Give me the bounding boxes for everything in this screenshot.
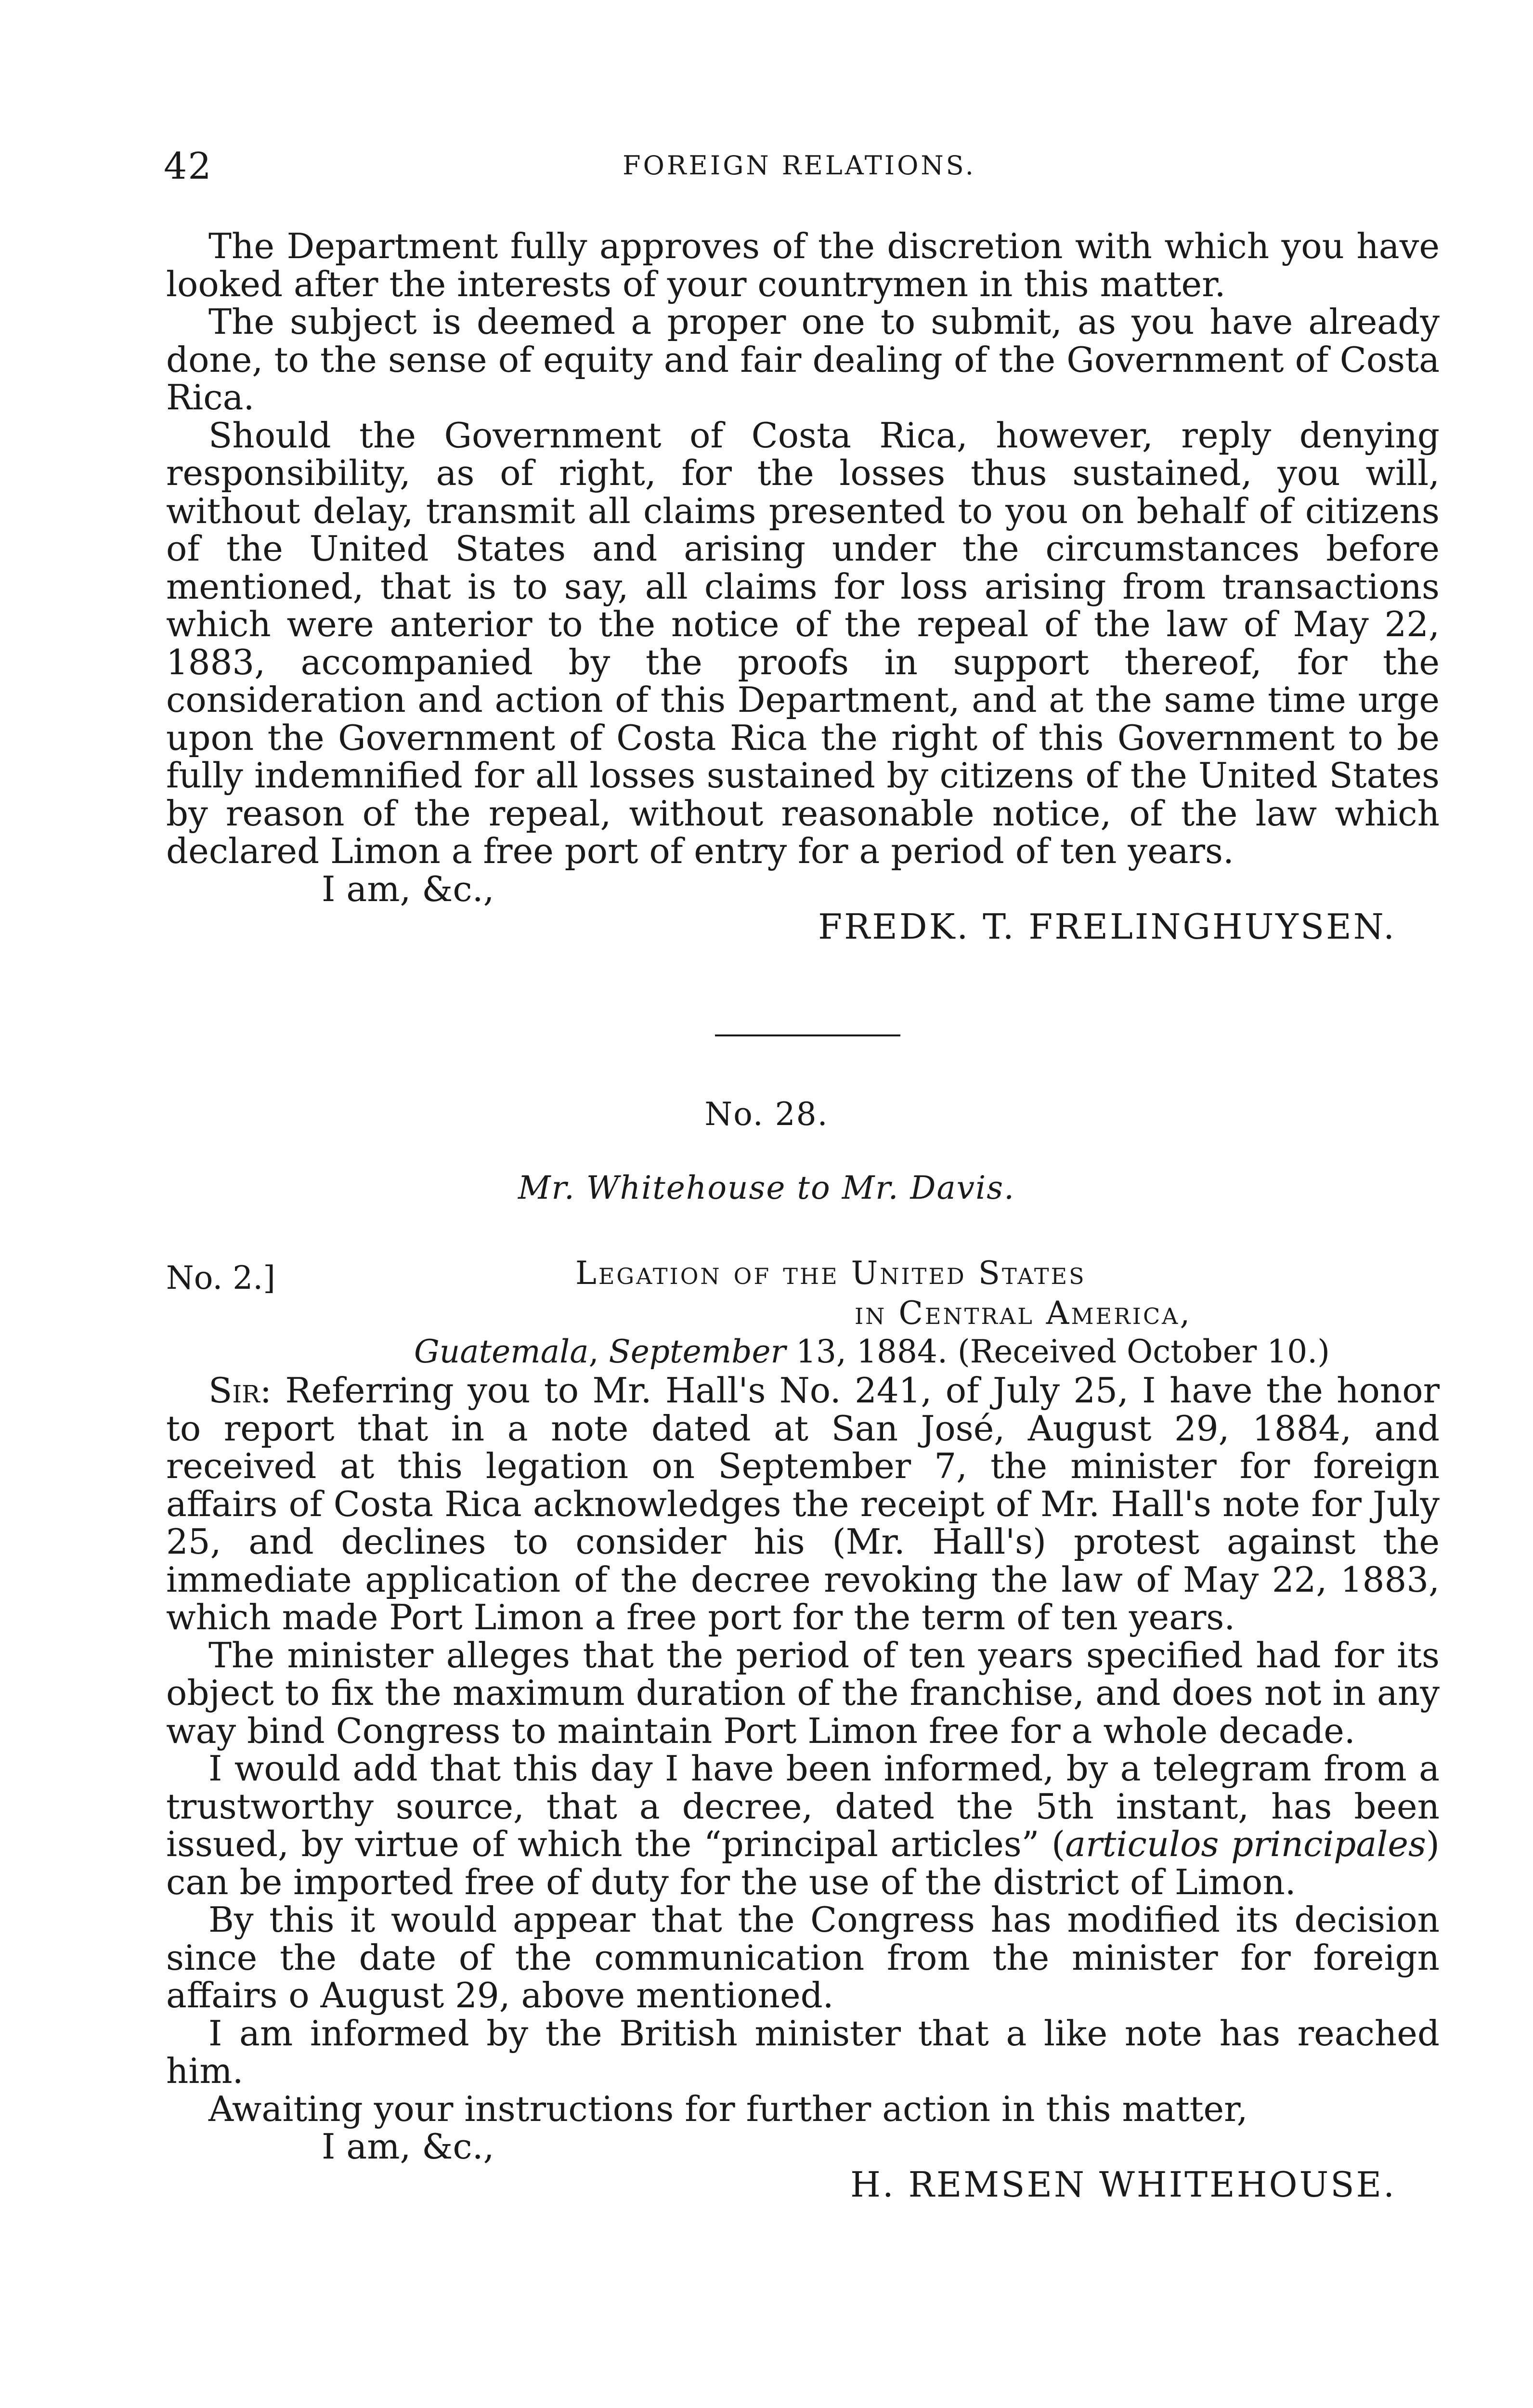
date-line: Guatemala, September 13, 1884. (Received October 10.)	[414, 1333, 1330, 1370]
paragraph: Should the Government of Costa Rica, however, reply denying responsibility, as of right, for the losses thus sustained, you will, without delay, transmit all claims presented to you on behalf of citizens of the United States and arising under the circumstances before mentioned, that is to say, all claims for loss arising from transactions which were anterior to the notice of the repeal of the law of May 22, 1883, accompanied by the proofs in support thereof, for the consideration and action of this Department, and at the same time urge upon the Government of Costa Rica the right of this Government to be fully indemnified for all losses sustained by citizens of the United States by reason of the repeal, without reasonable notice, of the law which declared Limon a free port of entry for a period of ten years.	[166, 415, 1440, 871]
letter-whitehouse	[166, 1372, 1440, 2203]
italic-term: articulos principales	[1065, 1824, 1426, 1864]
paragraph: The subject is deemed a proper one to submit, as you have already done, to the sense of equity and fair dealing of the Government of Costa Rica.	[166, 301, 1440, 418]
paragraph: I am informed by the British minister that a like note has reached him.	[166, 2013, 1440, 2091]
place: Guatemala	[414, 1333, 589, 1370]
document-number: No. 28.	[704, 1096, 829, 1133]
closing: I am, &c.,	[322, 868, 494, 909]
paragraph: I would add that this day I have been informed, by a telegram from a trustworthy source, that a decree, dated the 5th instant, has been issued, by virtue of which the “principal articles” (articulos principales) can be imported free of duty for the use of the district of Limon.	[166, 1748, 1440, 1902]
legation-line: Legation of the United States	[575, 1255, 1086, 1292]
section-divider	[715, 1034, 900, 1036]
month: September	[609, 1333, 786, 1370]
paragraph	[166, 1372, 1440, 1636]
closing: I am, &c.,	[322, 2126, 494, 2167]
paragraph-text: : Referring you to Mr. Hall's No. 241, of July 25, I have the honor to report that in a note dated at San José, August 29, 1884, and received at this legation on September 7, the minister for foreign affairs of Costa Rica acknowledges the receipt of Mr. Hall's note for July 25, and declines to consider his (Mr. Hall's) protest against the immediate application of the decree revoking the law of May 22, 1883, which made Port Limon a free port for the term of ten years.	[166, 1370, 1440, 1637]
legation-line: in Central America,	[855, 1295, 1192, 1332]
running-head: FOREIGN RELATIONS.	[623, 150, 976, 181]
letter-frelinghuysen	[166, 227, 1440, 946]
paragraph: The Department fully approves of the discretion with which you have looked after the interests of your countrymen in this matter.	[166, 226, 1440, 304]
document-title: Mr. Whitehouse to Mr. Davis.	[518, 1169, 1015, 1206]
dispatch-number: No. 2.]	[166, 1259, 276, 1296]
page-header	[164, 144, 1435, 193]
signature: H. REMSEN WHITEHOUSE.	[850, 2164, 1396, 2205]
paragraph: The minister alleges that the period of ten years specified had for its object to fix the maximum duration of the franchise, and does not in any way bind Congress to maintain Port Limon free for a whole decade.	[166, 1635, 1440, 1751]
paragraph: Awaiting your instructions for further action in this matter,	[208, 2088, 1248, 2129]
signature: FREDK. T. FRELINGHUYSEN.	[818, 906, 1396, 947]
page-number: 42	[164, 144, 212, 187]
salutation: Sir	[208, 1370, 260, 1411]
paragraph: By this it would appear that the Congress has modified its decision since the date of the communication from the minister for foreign affairs o August 29, above mentioned.	[166, 1899, 1440, 2015]
date-received: 13, 1884. (Received October 10.)	[786, 1333, 1330, 1370]
